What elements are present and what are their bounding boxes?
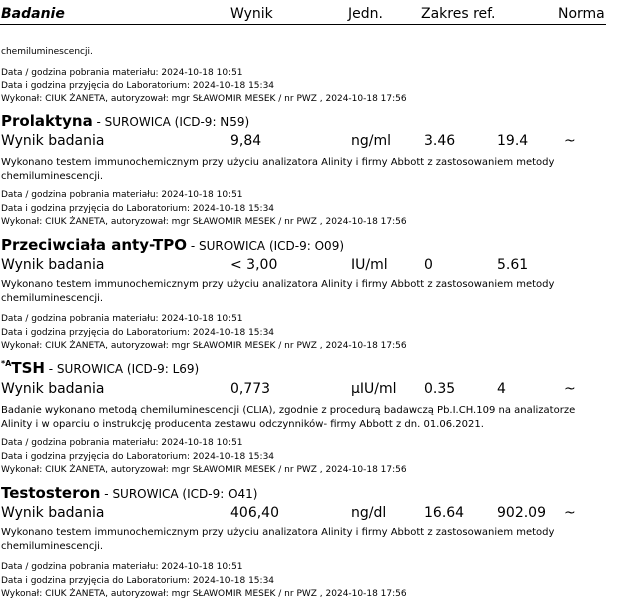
header-wynik: Wynik [230,6,273,22]
result-unit: IU/ml [351,257,388,273]
header-norma: Norma [558,6,605,22]
header-badanie: Badanie [1,6,65,22]
table-header [0,0,606,25]
test-sample: - SUROWICA (ICD-9: N59) [92,115,250,129]
result-unit: ng/dl [351,505,387,521]
test-sample: - SUROWICA (ICD-9: O09) [187,239,345,253]
result-value: 9,84 [230,133,262,149]
received-date: Data i godzina przyjęcia do Laboratorium: 2024-10-18 15:34 [1,576,275,586]
collection-date: Data / godzina pobrania materiału: 2024-10-18 10:51 [1,68,243,78]
result-label: Wynik badania [1,257,105,273]
result-label: Wynik badania [1,381,105,397]
result-value: 406,40 [230,505,279,521]
received-date: Data i godzina przyjęcia do Laboratorium: 2024-10-18 15:34 [1,328,275,338]
performed-by: Wykonał: CIUK ŻANETA, autoryzował: mgr SŁAWOMIR MESEK / nr PWZ , 2024-10-18 17:56 [1,465,407,475]
performed-by: Wykonał: CIUK ŻANETA, autoryzował: mgr SŁAWOMIR MESEK / nr PWZ , 2024-10-18 17:56 [1,589,407,599]
ref-low: 3.46 [424,133,456,149]
performed-by: Wykonał: CIUK ŻANETA, autoryzował: mgr SŁAWOMIR MESEK / nr PWZ , 2024-10-18 17:56 [1,341,407,351]
result-row [0,381,606,399]
result-value: < 3,00 [230,257,278,273]
norm-indicator: ~ [564,505,576,521]
test-sample: - SUROWICA (ICD-9: O41) [100,487,258,501]
result-label: Wynik badania [1,133,105,149]
method-note: Wykonano testem immunochemicznym przy użyciu analizatora Alinity i firmy Abbott z zastosowaniem metody chemiluminescencji. [1,279,555,304]
previous-note-tail: chemiluminescencji. [1,47,93,57]
method-note: Badanie wykonano metodą chemiluminescencji (CLIA), zgodnie z procedurą badawczą Pb.I.CH.109 na analizatorze Alinity i w oparciu o instrukcję producenta zestawu odczynników- firmy Abbott z dn. 01.06.2021. [1,405,576,430]
test-title-prolaktyna [1,111,249,130]
test-name: TSH [11,359,45,377]
test-title-anty-tpo [1,235,344,254]
test-sample: - SUROWICA (ICD-9: L69) [44,362,200,376]
result-unit: ng/ml [351,133,392,149]
collection-date: Data / godzina pobrania materiału: 2024-10-18 10:51 [1,562,243,572]
received-date: Data i godzina przyjęcia do Laboratorium: 2024-10-18 15:34 [1,204,275,214]
header-jedn: Jedn. [348,6,383,22]
test-name: Prolaktyna [1,112,93,130]
ref-low: 0 [424,257,433,273]
collection-date: Data / godzina pobrania materiału: 2024-10-18 10:51 [1,190,243,200]
result-row [0,257,606,275]
ref-high: 902.09 [497,505,546,521]
ref-low: 0.35 [424,381,456,397]
collection-date: Data / godzina pobrania materiału: 2024-10-18 10:51 [1,438,243,448]
norm-indicator: ~ [564,133,576,149]
ref-high: 5.61 [497,257,529,273]
norm-indicator: ~ [564,381,576,397]
method-note: Wykonano testem immunochemicznym przy użyciu analizatora Alinity i firmy Abbott z zastosowaniem metody chemiluminescencji. [1,527,555,552]
received-date: Data i godzina przyjęcia do Laboratorium: 2024-10-18 15:34 [1,81,275,91]
ref-high: 4 [497,381,506,397]
received-date: Data i godzina przyjęcia do Laboratorium: 2024-10-18 15:34 [1,452,275,462]
collection-date: Data / godzina pobrania materiału: 2024-10-18 10:51 [1,314,243,324]
test-title-testosteron [1,483,258,502]
method-note: Wykonano testem immunochemicznym przy użyciu analizatora Alinity i firmy Abbott z zastosowaniem metody chemiluminescencji. [1,157,555,182]
performed-by: Wykonał: CIUK ŻANETA, autoryzował: mgr SŁAWOMIR MESEK / nr PWZ , 2024-10-18 17:56 [1,217,407,227]
performed-by: Wykonał: CIUK ŻANETA, autoryzował: mgr SŁAWOMIR MESEK / nr PWZ , 2024-10-18 17:56 [1,94,407,104]
result-label: Wynik badania [1,505,105,521]
result-row [0,133,606,151]
accreditation-marker: *A [1,359,12,368]
ref-low: 16.64 [424,505,465,521]
test-title-tsh [1,358,199,377]
ref-high: 19.4 [497,133,529,149]
result-unit: µIU/ml [351,381,397,397]
result-row [0,505,606,523]
header-zakres: Zakres ref. [421,6,496,22]
test-name: Testosteron [1,484,101,502]
test-name: Przeciwciała anty-TPO [1,236,187,254]
result-value: 0,773 [230,381,271,397]
